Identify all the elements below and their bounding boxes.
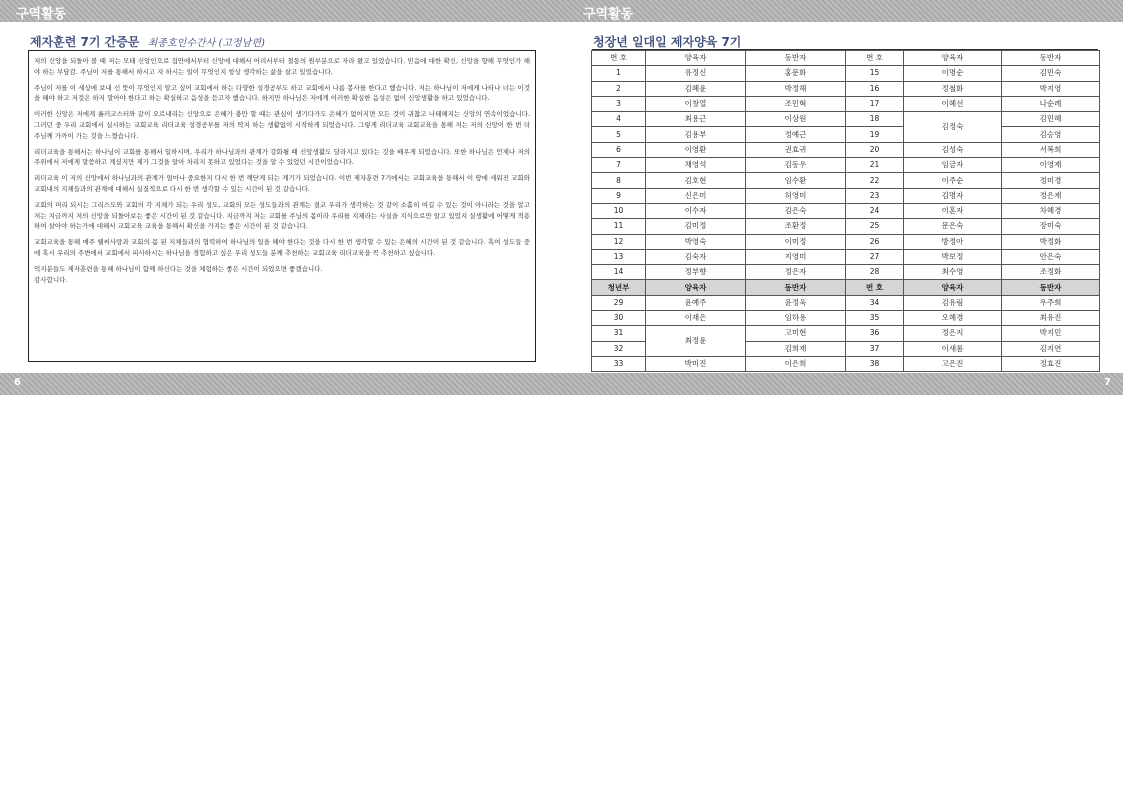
table-cell: 고은진 <box>904 356 1002 371</box>
table-cell: 김호현 <box>646 173 746 188</box>
table-cell: 이창열 <box>646 96 746 111</box>
table-cell: 김유림 <box>904 295 1002 310</box>
testimony-author: 최종호인수간사 (고정남편) <box>147 38 265 49</box>
table-cell: 김숙자 <box>646 249 746 264</box>
table-cell: 최유진 <box>1002 311 1100 326</box>
table-cell: 13 <box>592 249 646 264</box>
table-cell: 3 <box>592 96 646 111</box>
section-header-cell: 동반자 <box>746 280 846 295</box>
table-cell: 김지연 <box>1002 341 1100 356</box>
table-cell: 17 <box>846 96 904 111</box>
table-cell: 38 <box>846 356 904 371</box>
table-cell: 정은지 <box>904 326 1002 341</box>
table-cell: 박정화 <box>1002 234 1100 249</box>
table-cell: 임하용 <box>746 311 846 326</box>
table-cell: 안은숙 <box>1002 249 1100 264</box>
section-header-cell: 청년부 <box>592 280 646 295</box>
table-cell: 김승영 <box>1002 127 1100 142</box>
table-row <box>592 173 1100 188</box>
table-cell: 8 <box>592 173 646 188</box>
table-cell: 12 <box>592 234 646 249</box>
table-cell: 정효진 <box>1002 356 1100 371</box>
table-cell: 1 <box>592 66 646 81</box>
testimony-paragraph: 교회교육을 통해 매주 웰씨사랑과 교회의 몸 된 지체들과의 협력하여 하나님의 일을 해야 한다는 것을 다시 한 번 생각할 수 있는 은혜의 시간이 된 것 같습니다. 혹여 성도들 중에 혹시 우리의 주변에서 교회에서 피사하시는 하나님을 경험하고 싶은 우리 성도들 분께 추천하는 교회교육 리더교육을 꼭 추천하고 싶습니다. <box>34 238 530 257</box>
table-cell: 15 <box>846 66 904 81</box>
table-cell: 14 <box>592 265 646 280</box>
table-cell: 홍문화 <box>746 66 846 81</box>
table-row <box>592 219 1100 234</box>
table-cell: 10 <box>592 203 646 218</box>
column-header: 양육자 <box>904 51 1002 66</box>
table-cell: 30 <box>592 311 646 326</box>
section-header-cell: 동반자 <box>1002 280 1100 295</box>
testimony-paragraph: 이러한 신앙은 저에게 롤러코스터와 같이 오르내리는 신앙으로 은혜가 충만 할 때는 관심이 생기다가도 은혜가 없어지면 모든 것이 귀찮고 나태해지는 신앙의 연속이었습니다. 그러던 중 우리 교회에서 실시하는 교회교육 리더교육 성경공부를 저의 딱지 하는 생활없이 시작하게 되었습니다. 그렇게 리더교육 교회교육을 통해 저는 저의 신앙이 한 번 더 주님께 가까이 가는 것을 느꼈습니다. <box>34 110 530 140</box>
table-cell: 24 <box>846 203 904 218</box>
column-header: 동반자 <box>746 51 846 66</box>
table-cell: 37 <box>846 341 904 356</box>
table-cell: 20 <box>846 142 904 157</box>
table-row <box>592 265 1100 280</box>
table-cell: 박미진 <box>646 356 746 371</box>
top-banner <box>0 0 1123 22</box>
testimony-paragraph: 교회의 머리 되시는 그리스도와 교회의 각 지체가 되는 우리 성도, 교회의 모든 성도들과의 관계는 결코 우리가 생각하는 것 같이 소홀히 여길 수 있는 것이 아니라는 것을 알고 저는 지금까지 저의 신앙을 되돌아보는 좋은 시간이 된 것 같습니다. 지금까지 저는 교회를 주님의 몸이라 우리를 지체라는 사실을 지식으로만 알고 있었지 실생활에 어떻게 적용하여 살아야 하는가에 대해서 교회교육 교육을 통해서 확신을 가지는 좋은 시간이 된 것 같습니다. <box>34 201 530 231</box>
table-cell: 윤정욱 <box>746 295 846 310</box>
table-cell: 29 <box>592 295 646 310</box>
table-cell: 6 <box>592 142 646 157</box>
column-header: 번 호 <box>592 51 646 66</box>
testimony-title-text: 제자훈련 7기 간증문 <box>30 35 140 49</box>
table-cell: 9 <box>592 188 646 203</box>
table-cell: 권효귀 <box>746 142 846 157</box>
table-cell: 우주희 <box>1002 295 1100 310</box>
table-cell: 박지영 <box>1002 81 1100 96</box>
column-header: 양육자 <box>646 51 746 66</box>
table-cell: 김동우 <box>746 158 846 173</box>
table-cell: 김정숙 <box>904 112 1002 143</box>
table-cell: 25 <box>846 219 904 234</box>
testimony-paragraph: 감사합니다. <box>34 275 68 284</box>
testimony-paragraph: 저의 신앙을 되돌아 볼 때 저는 모태 신앙인으로 집안에서부터 신앙에 대해서 어려서부터 철통의 원부분으로 자라 왔고 있었습니다. 믿음에 대한 확신, 신앙을 향해 무엇인가 해야 하는 부담감. 주님이 저를 통해서 하시고 자 하시는 일이 무엇인지 항상 생각하는 삶을 살고 있었습니다. <box>34 57 530 76</box>
table-cell: 35 <box>846 311 904 326</box>
table-cell: 정예근 <box>746 127 846 142</box>
table-cell: 허영미 <box>746 188 846 203</box>
section-header-cell: 양육자 <box>646 280 746 295</box>
table-row <box>592 188 1100 203</box>
table-row <box>592 326 1100 341</box>
table-cell: 최정윤 <box>646 326 746 357</box>
table-row <box>592 203 1100 218</box>
table-cell: 이미정 <box>746 234 846 249</box>
table-cell: 11 <box>592 219 646 234</box>
table-cell: 채영석 <box>646 158 746 173</box>
table-cell: 이영재 <box>1002 158 1100 173</box>
table-cell: 박영숙 <box>646 234 746 249</box>
table-cell: 김용부 <box>646 127 746 142</box>
table-cell: 임금자 <box>904 158 1002 173</box>
table-cell: 18 <box>846 112 904 127</box>
table-cell: 정철화 <box>904 81 1002 96</box>
table-cell: 윤예주 <box>646 295 746 310</box>
table-cell: 문은숙 <box>904 219 1002 234</box>
table-cell: 7 <box>592 158 646 173</box>
table-row <box>592 234 1100 249</box>
table-row <box>592 158 1100 173</box>
table-cell: 16 <box>846 81 904 96</box>
table-cell: 지영미 <box>746 249 846 264</box>
table-cell: 임수환 <box>746 173 846 188</box>
table-cell: 유정신 <box>646 66 746 81</box>
table-cell: 19 <box>846 127 904 142</box>
testimony-paragraph: 주님이 저를 이 세상에 보내 신 뜻이 무엇인지 알고 싶어 교회에서 하는 다양한 성경공부도 하고 교회에서 나름 봉사를 한다고 했습니다. 저는 하나님이 저에게 나타나 너는 이것을 해야 하고 저것은 하지 말아야 한다고 하는 확실하고 음성을 듣고자 했습니다. 하지만 하나님은 저에게 이러한 확실한 음성은 없이 신앙생활을 하고 있었습니다. <box>34 83 530 103</box>
table-cell: 이명순 <box>904 66 1002 81</box>
table-cell: 5 <box>592 127 646 142</box>
table-cell: 조환정 <box>746 219 846 234</box>
table-row <box>592 81 1100 96</box>
table-cell: 정은자 <box>746 265 846 280</box>
table-cell: 차혜경 <box>1002 203 1100 218</box>
testimony-paragraph: 리더교육을 통해서는 하나님이 교회를 통해서 일하시며, 우리가 하나님과의 관계가 강화될 때 신앙생활도 달라지고 있다는 것을 배우게 되었습니다. 또한 하나님은 언제나 저의 주위에서 저에게 말씀하고 계셨지만 제가 그것을 알아 차리지 못하고 있었다는 것을 알 수 있었던 시간이었습니다. <box>34 147 530 167</box>
section-header-cell: 양육자 <box>904 280 1002 295</box>
discipleship-roster-table <box>591 50 1100 372</box>
table-cell: 이주순 <box>904 173 1002 188</box>
table-cell: 정은재 <box>1002 188 1100 203</box>
table-row <box>592 127 1100 142</box>
table-cell: 21 <box>846 158 904 173</box>
table-cell: 4 <box>592 112 646 127</box>
roster-body <box>592 66 1100 372</box>
roster-title: 청장년 일대일 제자양육 7기 <box>593 35 742 49</box>
table-cell: 33 <box>592 356 646 371</box>
table-cell: 22 <box>846 173 904 188</box>
table-cell: 김혜윤 <box>646 81 746 96</box>
table-row <box>592 311 1100 326</box>
table-cell: 32 <box>592 341 646 356</box>
table-cell: 김은숙 <box>746 203 846 218</box>
table-cell: 31 <box>592 326 646 341</box>
table-row <box>592 356 1100 371</box>
table-cell: 김성숙 <box>904 142 1002 157</box>
table-cell: 최용근 <box>646 112 746 127</box>
column-header: 번 호 <box>846 51 904 66</box>
table-cell: 정부향 <box>646 265 746 280</box>
table-cell: 신은미 <box>646 188 746 203</box>
table-cell: 방정아 <box>904 234 1002 249</box>
table-row <box>592 112 1100 127</box>
table-cell: 36 <box>846 326 904 341</box>
table-cell: 서복희 <box>1002 142 1100 157</box>
table-cell: 박정해 <box>746 81 846 96</box>
section-header-cell: 번 호 <box>846 280 904 295</box>
testimony-paragraph: 리더교육 이 저의 신앙에서 하나님과의 관계가 얼마나 중요한지 다시 한 번 깨닫게 되는 계기가 되었습니다. 이번 제자훈련 7기에서는 교회교육을 통해서 이 땅에 세워진 교회와 교회내의 지체들과의 관계에 대해서 실질적으로 다시 한 번 생각할 수 있는 시간이 된 것 같습니다. <box>34 174 530 193</box>
right-section-header: 구역활동 <box>583 7 634 22</box>
table-cell: 이상원 <box>746 112 846 127</box>
table-cell: 박보정 <box>904 249 1002 264</box>
table-cell: 이수자 <box>646 203 746 218</box>
table-cell: 이은희 <box>746 356 846 371</box>
table-cell: 27 <box>846 249 904 264</box>
table-cell: 최수영 <box>904 265 1002 280</box>
table-header-row <box>592 51 1100 66</box>
right-page-number: 7 <box>1104 377 1111 388</box>
table-row <box>592 295 1100 310</box>
table-cell: 장미숙 <box>1002 219 1100 234</box>
left-section-header: 구역활동 <box>16 7 67 22</box>
bottom-banner <box>0 373 1123 395</box>
table-cell: 나순례 <box>1002 96 1100 111</box>
table-cell: 26 <box>846 234 904 249</box>
table-cell: 정미경 <box>1002 173 1100 188</box>
youth-section-header-row <box>592 280 1100 295</box>
table-cell: 김민숙 <box>1002 66 1100 81</box>
table-cell: 이영환 <box>646 142 746 157</box>
table-cell: 조정화 <box>1002 265 1100 280</box>
testimony-paragraph: 억지분들도 제자훈련을 통해 하나님이 함께 하신다는 것을 체험하는 좋은 시간이 되었으면 좋겠습니다. <box>34 265 323 273</box>
left-page-number: 6 <box>14 377 21 388</box>
table-cell: 김명자 <box>904 188 1002 203</box>
table-row <box>592 66 1100 81</box>
table-cell: 고미현 <box>746 326 846 341</box>
table-row <box>592 249 1100 264</box>
table-cell: 34 <box>846 295 904 310</box>
testimony-text-box <box>28 50 536 362</box>
table-cell: 박지민 <box>1002 326 1100 341</box>
table-cell: 이혜선 <box>904 96 1002 111</box>
table-cell: 김희재 <box>746 341 846 356</box>
table-row <box>592 142 1100 157</box>
table-cell: 23 <box>846 188 904 203</box>
table-cell: 조민혁 <box>746 96 846 111</box>
table-cell: 오혜경 <box>904 311 1002 326</box>
table-cell: 이혼자 <box>904 203 1002 218</box>
table-cell: 김미정 <box>646 219 746 234</box>
table-cell: 김민혜 <box>1002 112 1100 127</box>
table-cell: 2 <box>592 81 646 96</box>
table-cell: 28 <box>846 265 904 280</box>
table-cell: 이새롬 <box>904 341 1002 356</box>
testimony-title <box>30 33 265 50</box>
table-row <box>592 96 1100 111</box>
column-header: 동반자 <box>1002 51 1100 66</box>
table-cell: 이재은 <box>646 311 746 326</box>
